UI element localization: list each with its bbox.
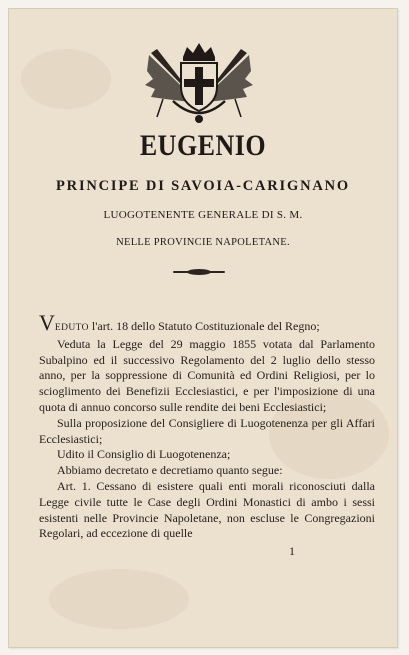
opening-paragraph — [39, 310, 375, 337]
issuer-office: LUOGOTENENTE GENERALE DI S. M. — [103, 209, 303, 221]
opening-smallcaps: EDUTO — [54, 323, 89, 333]
decree-issuer-name: EUGENIO — [139, 128, 267, 163]
decree-formula-paragraph: Abbiamo decretato e decretiamo quanto segue: — [57, 463, 283, 478]
issuer-jurisdiction: NELLE PROVINCIE NAPOLETANE. — [116, 237, 290, 248]
opening-text: l'art. 18 dello Statuto Costituzionale del Regno; — [88, 319, 320, 333]
document-page — [8, 8, 398, 648]
proposal-paragraph: Sulla proposizione del Consigliere di Luogotenenza per gli Affari Ecclesiastici; — [39, 415, 375, 446]
paper-stain — [49, 569, 189, 629]
page-number: 1 — [289, 544, 295, 558]
paper-stain — [21, 49, 111, 109]
drop-cap: V — [39, 310, 55, 335]
decree-body — [39, 310, 375, 542]
article-1-paragraph: Art. 1. Cessano di esistere quali enti morali riconosciuti dalla Legge civile tutte le Case degli Ordini Monastici di ambo i sessi esistenti nelle Provincie Napoletane, non escluse le Congregazioni Regolari, ad eccezione di quelle — [39, 478, 375, 541]
savoy-coat-of-arms-icon — [143, 41, 255, 125]
law-reference-paragraph: Veduta la Legge del 29 maggio 1855 votata dal Parlamento Subalpino ed il successivo Regolamento del 2 luglio dello stesso anno, per la soppressione di Comunità ed Ordini Religiosi, per lo scioglimento dei Benefizii Ecclesiastici, e per l'imposizione di una quota di annuo concorso sulle rendite dei beni Ecclesiastici; — [39, 336, 375, 414]
ornamental-divider — [173, 271, 225, 273]
council-paragraph: Udito il Consiglio di Luogotenenza; — [57, 447, 231, 462]
issuer-title: PRINCIPE DI SAVOIA-CARIGNANO — [56, 178, 350, 194]
